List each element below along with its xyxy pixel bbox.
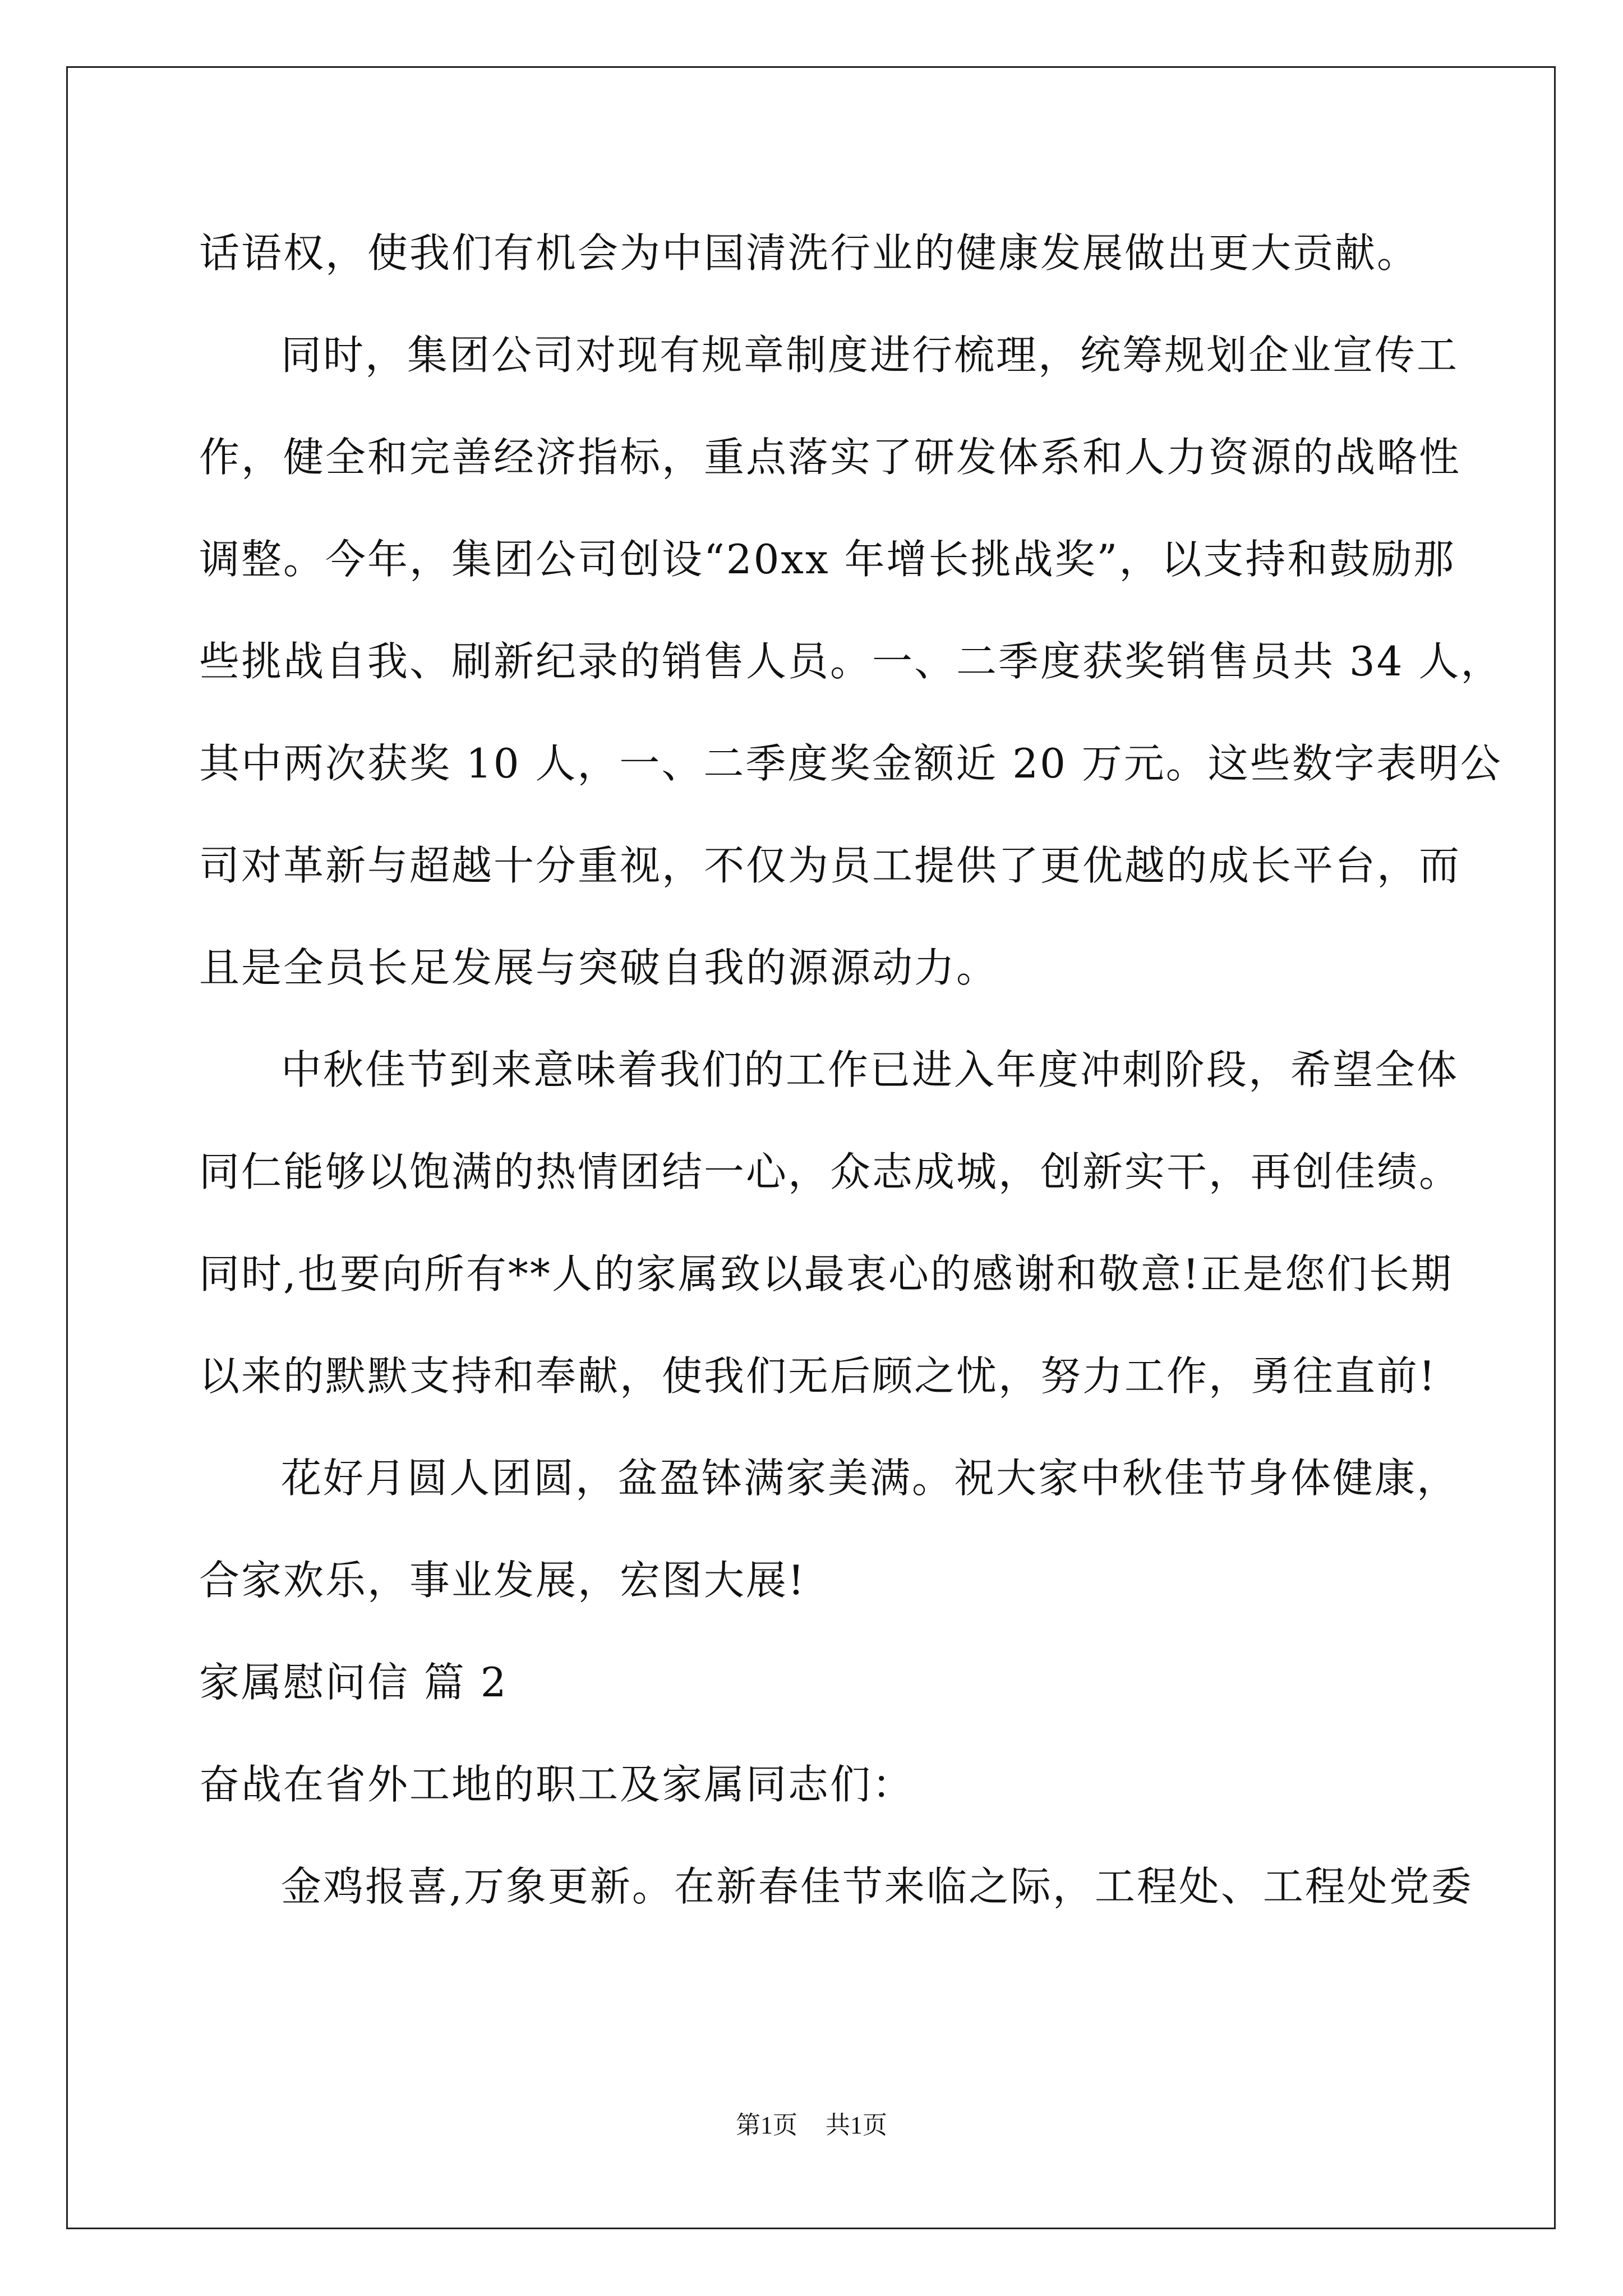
text-line-4: 调整。今年，集团公司创设“20xx 年增长挑战奖”，以支持和鼓励那: [199, 536, 1456, 583]
page-number-total: 共1页: [826, 2111, 887, 2139]
document-body: [199, 202, 1503, 1938]
text-line-17: 金鸡报喜,万象更新。在新春佳节来临之际，工程处、工程处党委: [281, 1863, 1473, 1910]
text-line-8: 且是全员长足发展与突破自我的源源动力。: [199, 944, 999, 991]
salutation-line: 奋战在省外工地的职工及家属同志们：: [199, 1761, 915, 1808]
text-line-13: 花好月圆人团圆，盆盈钵满家美满。祝大家中秋佳节身体健康，: [281, 1455, 1459, 1502]
text-line-7: 司对革新与超越十分重视，不仅为员工提供了更优越的成长平台，而: [199, 842, 1461, 889]
text-line-10: 同仁能够以饱满的热情团结一心，众志成城，创新实干，再创佳绩。: [199, 1148, 1461, 1195]
text-line-11: 同时,也要向所有**人的家属致以最衷心的感谢和敬意!正是您们长期: [199, 1250, 1453, 1297]
text-line-14: 合家欢乐，事业发展，宏图大展!: [199, 1557, 806, 1604]
section-heading: 家属慰问信 篇 2: [199, 1659, 508, 1706]
text-line-12: 以来的默默支持和奉献，使我们无后顾之忧，努力工作，勇往直前!: [199, 1352, 1437, 1400]
page-number-current: 第1页: [736, 2111, 797, 2139]
text-line-6: 其中两次获奖 10 人，一、二季度奖金额近 20 万元。这些数字表明公: [199, 740, 1502, 787]
text-line-3: 作，健全和完善经济指标，重点落实了研发体系和人力资源的战略性: [199, 434, 1461, 481]
text-line-5: 些挑战自我、刷新纪录的销售人员。一、二季度获奖销售员共 34 人，: [199, 638, 1503, 685]
text-line-9: 中秋佳节到来意味着我们的工作已进入年度冲刺阶段，希望全体: [281, 1046, 1459, 1093]
text-line-1: 话语权，使我们有机会为中国清洗行业的健康发展做出更大贡献。: [199, 229, 1419, 277]
text-line-2: 同时，集团公司对现有规章制度进行梳理，统筹规划企业宣传工: [281, 332, 1459, 379]
page-footer: [0, 2105, 1623, 2141]
